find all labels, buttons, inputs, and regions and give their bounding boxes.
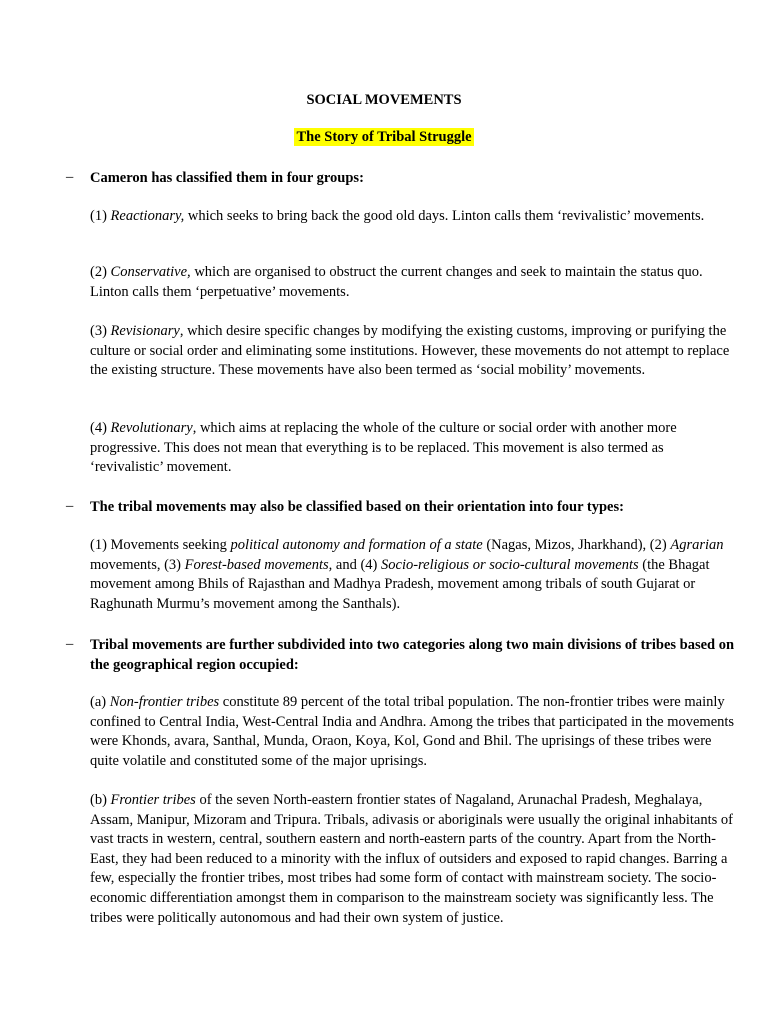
item-term: Frontier tribes — [110, 792, 196, 808]
italic-term: Forest-based movements, — [184, 556, 333, 573]
italic-term: Socio-religious or socio-cultural movements — [381, 556, 639, 573]
paragraph-revolutionary — [90, 419, 735, 478]
text-run: (the Bhagat movement among Bhils of Rajasthan and Madhya Pradesh, movement among tribals of south Gujarat or Raghunath Murmu’s movement among the Santhals). — [90, 556, 710, 612]
item-text: , which aims at replacing the whole of the culture or social order with another more progressive. This does not mean that everything is to be replaced. This movement is also termed as ‘revivalistic’ movement. — [90, 420, 677, 476]
item-text: , which desire specific changes by modifying the existing customs, improving or purifying the culture or social order and eliminating some institutions. However, these movements do not attempt to replace the existing structure. These movements have also been termed as ‘social mobility’ movements. — [90, 323, 730, 379]
item-number: (b) — [90, 792, 111, 808]
section-heading-3: Tribal movements are further subdivided into two categories along two main divisions of tribes based on the geographical region occupied: — [90, 637, 735, 673]
text-run: and (4) — [332, 556, 382, 573]
text-run: (1) Movements seeking — [90, 537, 231, 553]
item-text: which are organised to obstruct the current changes and seek to maintain the status quo. Linton calls them ‘perpetuative’ movements. — [90, 264, 703, 300]
item-number: (a) — [90, 694, 110, 710]
section-heading-2: The tribal movements may also be classified based on their orientation into four types: — [90, 499, 624, 515]
paragraph-movement-types — [90, 536, 735, 614]
paragraph-frontier-tribes — [90, 791, 735, 928]
item-number: (2) — [90, 264, 111, 280]
subtitle-highlight: The Story of Tribal Struggle — [296, 129, 472, 145]
italic-term: Agrarian — [670, 537, 724, 553]
paragraph-reactionary — [90, 207, 735, 227]
item-number: (1) — [90, 208, 111, 224]
item-term: Revisionary — [110, 323, 180, 339]
text-run: movements, (3) — [90, 556, 185, 573]
section-heading-1: Cameron has classified them in four groups: — [90, 170, 364, 186]
item-term: Revolutionary — [110, 420, 193, 436]
bullet-dash: – — [66, 636, 74, 652]
page-subtitle — [0, 129, 768, 146]
item-term: Conservative, — [110, 264, 191, 280]
item-text: constitute 89 percent of the total tribal population. The non-frontier tribes were mainly confined to Central India, West-Central India and Andhra. Among the tribes that participated in the movements were Khonds, avara, Santhal, Munda, Oraon, Koya, Kol, Gond and Bhil. The uprisings of these tribes were quite volatile and constituted some of the major uprisings. — [90, 694, 735, 769]
paragraph-non-frontier-tribes — [90, 693, 735, 771]
item-text: of the seven North-eastern frontier states of Nagaland, Arunachal Pradesh, Meghalaya, Assam, Manipur, Mizoram and Tripura. Tribals, adivasis or aboriginals were usually the original inhabitants of vast tracts in western, central, southern eastern and north-eastern parts of the country. Apart from the North-East, they had been reduced to a minority with the influx of outsiders and exposed to rapid changes. Barring a few, especially the frontier tribes, most tribes had some form of contact with mainstream society. The socio-economic differentiation amongst them in comparison to the mainstream society was significantly less. The tribes were politically autonomous and had their own system of justice. — [90, 792, 733, 926]
bullet-dash: – — [66, 169, 74, 185]
text-run: (Nagas, Mizos, Jharkhand), (2) — [482, 537, 671, 553]
item-text: which seeks to bring back the good old days. Linton calls them ‘revivalistic’ movements. — [184, 208, 705, 224]
item-term: Reactionary, — [110, 208, 185, 224]
paragraph-revisionary — [90, 322, 735, 381]
item-number: (3) — [90, 323, 111, 339]
bullet-dash: – — [66, 498, 74, 514]
item-term: Non-frontier tribes — [109, 694, 220, 710]
italic-term: political autonomy and formation of a state — [230, 537, 483, 553]
paragraph-conservative — [90, 263, 735, 302]
page-title: SOCIAL MOVEMENTS — [306, 92, 462, 108]
item-number: (4) — [90, 420, 111, 436]
